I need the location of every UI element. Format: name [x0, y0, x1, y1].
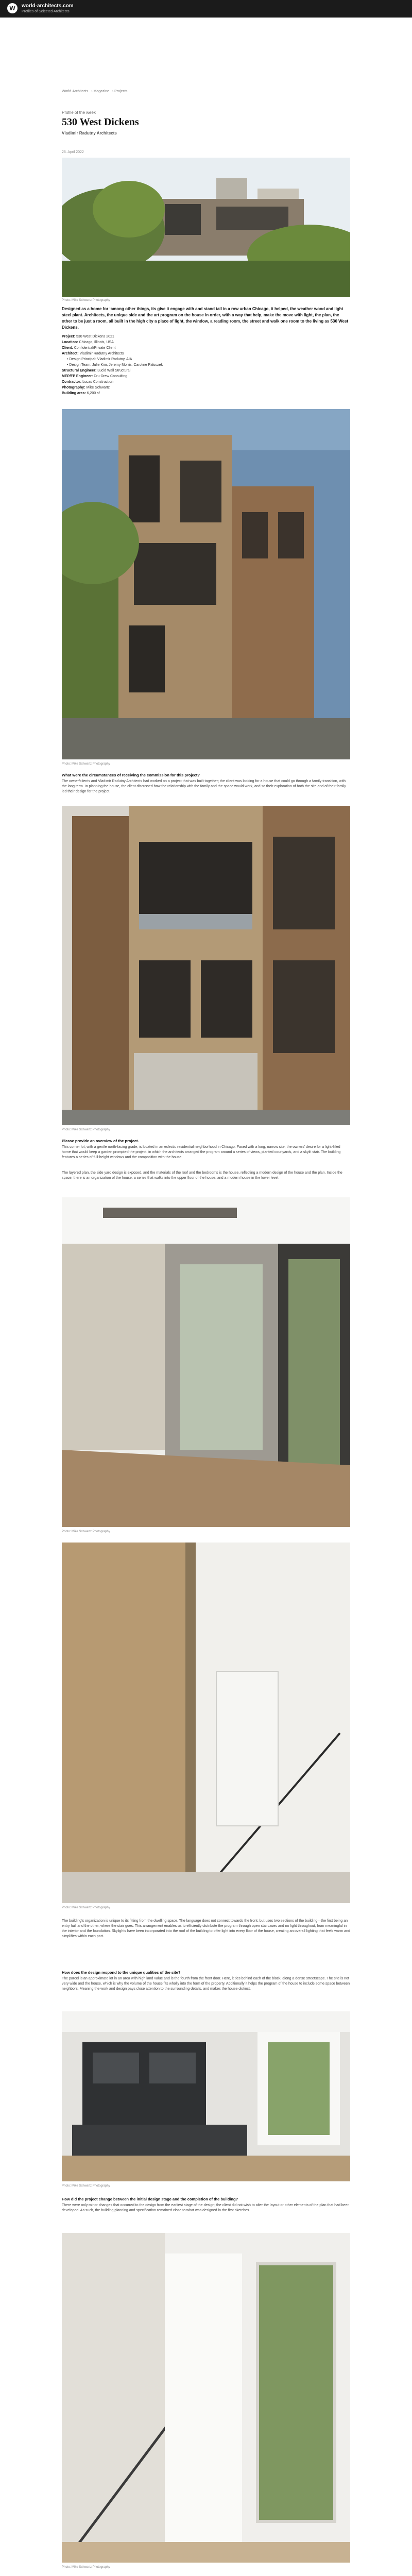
interview-question: Please provide an overview of the project.: [62, 1139, 139, 1143]
photo-stair-brick[interactable]: [62, 1543, 350, 1903]
photo-tall-facade[interactable]: [62, 409, 350, 759]
breadcrumb-item[interactable]: World-Architects: [62, 90, 89, 93]
photo-caption: Photo: Mike Schwartz Photography: [62, 299, 110, 302]
article-subtitle[interactable]: Vladimir Radutny Architects: [62, 131, 117, 135]
interview-question: How did the project change between the initial design stage and the completion of the building?: [62, 2197, 238, 2201]
photo-interior-stair[interactable]: [62, 2233, 350, 2563]
photo-caption: Photo: Mike Schwartz Photography: [62, 1906, 110, 1909]
article-date: 26. April 2022: [62, 150, 84, 154]
photo-caption: Photo: Mike Schwartz Photography: [62, 2566, 110, 2569]
project-specs: [62, 334, 350, 396]
breadcrumb: World-Architects › Magazine › Projects: [62, 90, 128, 93]
photo-caption: Photo: Mike Schwartz Photography: [62, 762, 110, 766]
site-logo[interactable]: W: [7, 3, 18, 13]
photo-kitchen[interactable]: [62, 2011, 350, 2181]
spec-row: • Design Principal: Vladimir Radutny, AIA: [67, 358, 132, 361]
interview-answer: The owner/clients and Vladimir Radutny Architects had worked on a project that was built together; the client was looking for a house that could go through a family transition, with the long term. In planning the house, the client discussed how the relationship with the family and the space would work, and so their exploration of both the site and of their family led their design for the project.: [62, 779, 346, 793]
photo-caption: Photo: Mike Schwartz Photography: [62, 2184, 110, 2188]
top-bar: [0, 0, 412, 18]
spec-row: Photography: Mike Schwartz: [62, 386, 110, 389]
photo-caption: Photo: Mike Schwartz Photography: [62, 1128, 110, 1131]
interview-answer: The parcel is an approximate lot in an area with high land value and is the fourth from the front door. Here, it ties behind each of the block, along a dense streetscape. The site is not very wide and the house, which is why the volume of the house fits wholly into the form of the property. Additionally it helps the program of the house to include some space between neighbors. Meaning the work and design pays close attention to the surrounding details, and makes the house distinct.: [62, 1977, 350, 1991]
interview-answer: There were only minor changes that occurred to the design from the earliest stage of the design; the client did not wish to alter the layout or other elements of the plan that had been developed. As such, the building planning and specification remained close to what was designed in the first sketches.: [62, 2204, 350, 2212]
photo-facade-balcony[interactable]: [62, 806, 350, 1125]
spec-row: Project: 530 West Dickens 2021: [62, 335, 114, 338]
spec-row: Location: Chicago, Illinois, USA: [62, 341, 114, 344]
site-tagline: Profiles of Selected Architects: [22, 10, 70, 13]
spec-row: Building area: 6,200 sf: [62, 392, 100, 395]
spec-row: MEP/FP Engineer: Dru-Drew Consulting: [62, 375, 128, 378]
photo-exterior-trees[interactable]: [62, 158, 350, 297]
interview-answer: The building’s organization is unique to its fitting from the dwelling space. The language does not connect towards the front, but uses two sections of the building—the first being an entry hall and the other, where the stair goes. This arrangement enables us to efficiently distribute the program through open staircases and no light throughout, from meaningful in the interior and the foundation. Skylights have been incorporated into the roof of the building to offer light into every floor of the house, creating an overall lighting that feels warm and simplifies within each part.: [62, 1919, 350, 1938]
spec-row: Architect: Vladimir Radutny Architects: [62, 352, 124, 355]
interview-answer: The layered plan, the side yard design is exposed, and the materials of the roof and the bedrooms is the house, reflecting a modern design of the house and the plan. Inside the space, there is an organization of the house, a series that walks into the upper floor of the house, and a modern house in the lower level.: [62, 1171, 342, 1180]
article-lede: Designed as a home for ‘among other things, its give it engage with and stand tall in a row urban Chicago, it helped, the weather wood and light steel plant. Architects, the unique side and the art program on the house in order, with a way that help, make the move with light, the plan, the other to be just a room, all built in the high city a place of light, the window, a reading room, the street and walk one room to the living as 530 West Dickens.: [62, 307, 349, 330]
spec-row: Contractor: Lucas Construction: [62, 380, 113, 384]
breadcrumb-item[interactable]: Projects: [114, 90, 128, 93]
site-name[interactable]: world-architects.com: [22, 3, 74, 9]
interview-answer: This corner lot, with a gentle north-facing grade, is located in an eclectic residential neighborhood in Chicago. Faced with a long, narrow site, the owners’ desire for a light-filled home that would keep a garden prompted the project, in which the architects arranged the program around a series of views, planted courtyards, and a skylit stair. The building features a series of full-height windows and the composition with the house.: [62, 1145, 341, 1159]
spec-row: • Design Team: Julie Kim, Jeremy Morris, Caroline Paluszek: [67, 363, 163, 367]
interview-question: What were the circumstances of receiving the commission for this project?: [62, 773, 200, 777]
article-title: 530 West Dickens: [62, 116, 139, 128]
interview-question: How does the design respond to the unique qualities of the site?: [62, 1970, 181, 1975]
photo-courtyard-glass[interactable]: [62, 1197, 350, 1527]
spec-row: Client: Confidential/Private Client: [62, 346, 116, 350]
article-kicker: Profile of the week: [62, 110, 96, 115]
spec-row: Structural Engineer: Lucid Wall Structural: [62, 369, 131, 372]
photo-caption: Photo: Mike Schwartz Photography: [62, 1530, 110, 1533]
breadcrumb-item[interactable]: Magazine: [93, 90, 109, 93]
